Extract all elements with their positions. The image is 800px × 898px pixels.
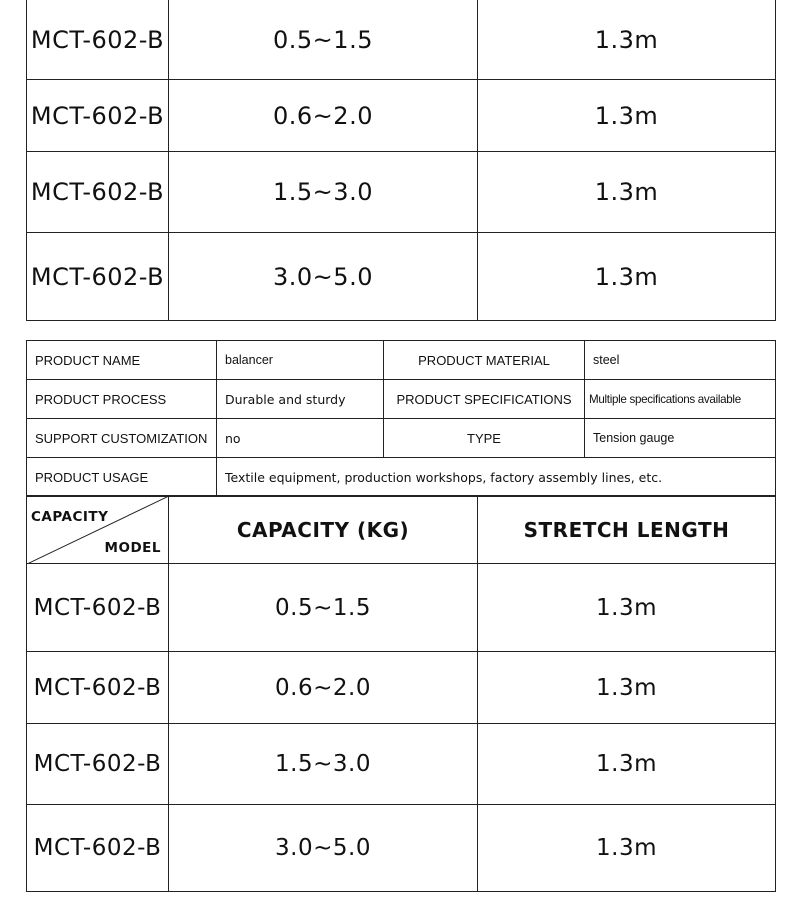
type-label: TYPE [384, 419, 585, 458]
product-name-value: balancer [217, 341, 384, 380]
length-cell: 1.3m [478, 152, 776, 233]
table-row [27, 233, 776, 321]
capacity-cell: 3.0~5.0 [169, 805, 478, 892]
model-cell: MCT-602-B [27, 0, 169, 80]
model-cell: MCT-602-B [27, 564, 169, 652]
table-row [27, 80, 776, 152]
length-cell: 1.3m [478, 0, 776, 80]
top-spec-table [26, 0, 776, 321]
capacity-cell: 1.5~3.0 [169, 152, 478, 233]
specs-value: Multiple specifications available [585, 380, 776, 419]
process-value: Durable and sturdy [217, 380, 384, 419]
capacity-cell: 0.5~1.5 [169, 0, 478, 80]
capacity-column-header: CAPACITY (KG) [169, 496, 478, 564]
length-column-header: STRETCH LENGTH [478, 496, 776, 564]
material-value: steel [585, 341, 776, 380]
length-cell: 1.3m [478, 805, 776, 892]
table-row [27, 380, 776, 419]
usage-label: PRODUCT USAGE [27, 458, 217, 497]
capacity-cell: 1.5~3.0 [169, 724, 478, 805]
capacity-cell: 3.0~5.0 [169, 233, 478, 321]
length-cell: 1.3m [478, 233, 776, 321]
corner-model-label: MODEL [104, 540, 161, 556]
model-cell: MCT-602-B [27, 152, 169, 233]
usage-value: Textile equipment, production workshops, factory assembly lines, etc. [217, 458, 776, 497]
model-cell: MCT-602-B [27, 233, 169, 321]
type-value: Tension gauge [585, 419, 776, 458]
table-row [27, 458, 776, 497]
table-row [27, 564, 776, 652]
bottom-spec-table [26, 495, 776, 892]
product-info-table [26, 340, 776, 497]
model-cell: MCT-602-B [27, 652, 169, 724]
length-cell: 1.3m [478, 724, 776, 805]
table-row [27, 341, 776, 380]
capacity-cell: 0.6~2.0 [169, 652, 478, 724]
product-name-label: PRODUCT NAME [27, 341, 217, 380]
length-cell: 1.3m [478, 564, 776, 652]
process-label: PRODUCT PROCESS [27, 380, 217, 419]
table-row [27, 652, 776, 724]
diagonal-header-cell [27, 496, 169, 564]
model-cell: MCT-602-B [27, 80, 169, 152]
material-label: PRODUCT MATERIAL [384, 341, 585, 380]
capacity-cell: 0.6~2.0 [169, 80, 478, 152]
model-cell: MCT-602-B [27, 724, 169, 805]
corner-capacity-label: CAPACITY [31, 509, 109, 525]
customization-label: SUPPORT CUSTOMIZATION [27, 419, 217, 458]
table-header-row [27, 496, 776, 564]
table-row [27, 724, 776, 805]
table-row [27, 152, 776, 233]
length-cell: 1.3m [478, 80, 776, 152]
length-cell: 1.3m [478, 652, 776, 724]
table-row [27, 419, 776, 458]
capacity-cell: 0.5~1.5 [169, 564, 478, 652]
table-row [27, 805, 776, 892]
customization-value: no [217, 419, 384, 458]
specs-label: PRODUCT SPECIFICATIONS [384, 380, 585, 419]
model-cell: MCT-602-B [27, 805, 169, 892]
table-row [27, 0, 776, 80]
